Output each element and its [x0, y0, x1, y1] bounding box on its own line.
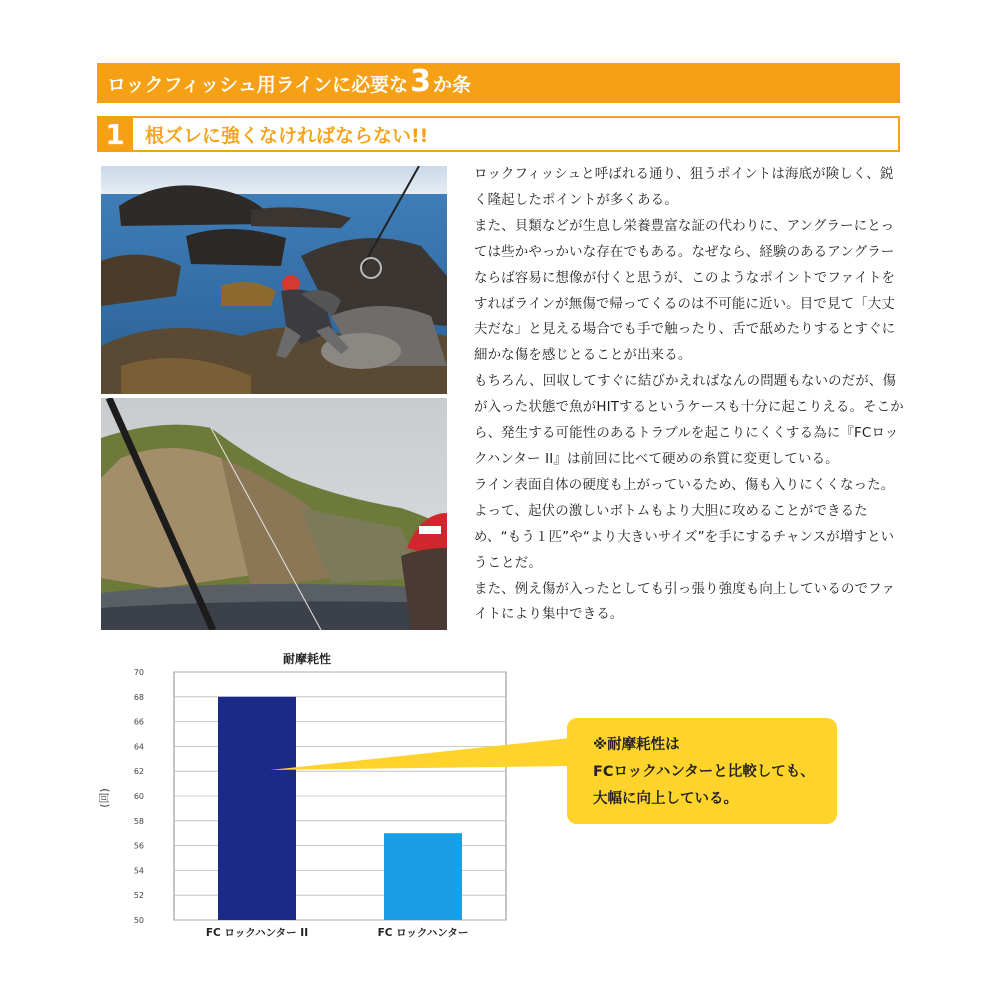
paragraph: もちろん、回収してすぐに結びかえればなんの問題もないのだが、傷が入った状態で魚がHITするというケースも十分に起こりえる。そこから、発生する可能性のあるトラブルを起こりにくくする為に『FCロックハンター II』は前回に比べて硬めの糸質に変更している。	[474, 374, 904, 467]
chart-y-tick-label: 62	[133, 767, 144, 777]
chart-y-tick-label: 60	[133, 792, 144, 801]
callout-line: 大幅に向上している。	[593, 791, 738, 807]
chart-y-tick-label: 64	[133, 742, 144, 752]
cliff-rod-photo	[101, 398, 447, 630]
paragraph: また、例え傷が入ったとしても引っ張り強度も向上しているのでファイトにより集中できる。	[474, 581, 896, 623]
chart-y-tick-label: 58	[133, 816, 144, 826]
chart-x-tick-label: FC ロックハンター II	[205, 927, 309, 939]
chart-y-tick-label: 66	[133, 717, 144, 727]
section-heading	[97, 116, 900, 152]
chart-y-tick-label: 54	[133, 866, 144, 876]
body-text	[474, 162, 906, 628]
banner-text-prefix: ロックフィッシュ用ラインに必要な	[107, 73, 409, 96]
chart-bar	[384, 833, 462, 920]
section-number: 1	[97, 116, 133, 152]
paragraph: また、貝類などが生息し栄養豊富な証の代わりに、アングラーにとっては些かやっかいな存在でもある。なぜなら、経験のあるアングラーならば容易に想像が付くと思うが、このようなポイントでファイトをすればラインが無傷で帰ってくるのは不可能に近い。目で見て「大丈夫だな」と見える場合でも手で触ったり、舌で舐めたりするとすぐに細かな傷を感じとることが出来る。	[474, 218, 896, 364]
chart-y-tick-label: 50	[133, 916, 144, 925]
callout-line: ※耐摩耗性は	[593, 737, 680, 753]
chart-title: 耐摩耗性	[282, 652, 332, 666]
chart-y-tick-label: 70	[133, 668, 144, 677]
callout-pointer	[270, 728, 570, 778]
paragraph: ロックフィッシュと呼ばれる通り、狙うポイントは海底が険しく、鋭く隆起したポイントが多くある。	[474, 167, 894, 208]
paragraph: ライン表面自体の硬度も上がっているため、傷も入りにくくなった。よって、起伏の激しいボトムもより大胆に攻めることができるため、“もう１匹”や“より大きいサイズ”を手にするチャンスが増すということだ。	[474, 477, 895, 571]
rocky-shore-photo	[101, 166, 447, 394]
callout-line: FCロックハンターと比較しても、	[593, 764, 815, 780]
chart-y-tick-label: 68	[133, 692, 144, 702]
banner-text-suffix: か条	[433, 73, 472, 96]
chart-x-tick-label: FC ロックハンター	[377, 927, 469, 939]
callout-box	[567, 718, 837, 824]
header-banner	[97, 63, 900, 103]
abrasion-resistance-chart	[96, 648, 516, 948]
chart-y-tick-label: 56	[133, 841, 144, 851]
chart-y-tick-label: 52	[133, 891, 144, 901]
banner-number: 3	[410, 64, 432, 99]
chart-y-axis-label: (回)	[98, 788, 111, 808]
section-title: 根ズレに強くなければならない!!	[145, 124, 429, 147]
